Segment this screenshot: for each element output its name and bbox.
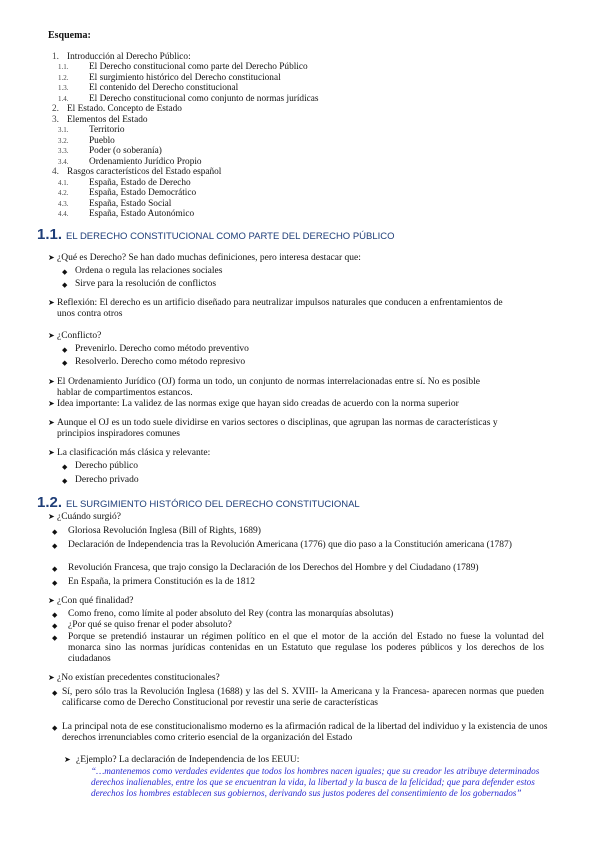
section-title: EL SURGIMIENTO HISTÓRICO DEL DERECHO CONSTITUCIONAL xyxy=(66,499,360,510)
arrow-bullet-icon: ➤ xyxy=(48,377,55,386)
toc-item: Introducción al Derecho Público: xyxy=(67,52,191,62)
toc-num: 1.1. xyxy=(58,63,69,71)
diamond-bullet-icon: ◆ xyxy=(52,634,58,642)
diamond-bullet-icon: ◆ xyxy=(62,346,68,354)
toc-num: 1. xyxy=(52,52,59,62)
diamond-bullet-icon: ◆ xyxy=(62,268,68,276)
section-heading-1-2 xyxy=(37,494,360,511)
toc-num: 3.3. xyxy=(58,147,69,155)
diamond-bullet-icon: ◆ xyxy=(62,281,68,289)
bullet-text: Derecho público xyxy=(75,461,139,471)
aunque-text: Aunque el OJ es un todo suele dividirse en varios sectores o disciplinas, que agrupan las normas de características y principios inspiradores comunes xyxy=(57,418,498,439)
arrow-bullet-icon: ➤ xyxy=(48,331,55,340)
arrow-bullet-icon: ➤ xyxy=(48,512,55,521)
arrow-bullet-icon: ➤ xyxy=(48,399,55,408)
diamond-bullet-icon: ◆ xyxy=(52,528,58,536)
toc-num: 3.2. xyxy=(58,136,69,145)
bullet-text: Resolverlo. Derecho como método represivo xyxy=(75,357,246,367)
classification-text: La clasificación más clásica y relevante: xyxy=(57,448,211,458)
diamond-bullet-icon: ◆ xyxy=(52,724,58,732)
bullet-text: Derecho privado xyxy=(75,475,139,485)
toc-num: 1.4. xyxy=(58,94,69,103)
section-title: EL DERECHO CONSTITUCIONAL COMO PARTE DEL DERECHO PÚBLICO xyxy=(66,231,395,242)
toc-num: 3.4. xyxy=(58,157,69,166)
toc-item: España, Estado Social xyxy=(89,198,172,209)
toc-item: El Derecho constitucional como parte del Derecho Público xyxy=(89,62,308,72)
toc-item: Pueblo xyxy=(89,135,115,146)
diamond-bullet-icon: ◆ xyxy=(62,477,68,485)
diamond-bullet-icon: ◆ xyxy=(52,622,58,630)
diamond-bullet-icon: ◆ xyxy=(52,611,58,619)
toc-item: España, Estado Democrático xyxy=(89,188,197,198)
toc-num: 3.1. xyxy=(58,126,69,134)
question-text: ¿Con qué finalidad? xyxy=(57,596,134,606)
toc-item: Elementos del Estado xyxy=(67,114,148,125)
bullet-text: Ordena o regula las relaciones sociales xyxy=(75,266,223,276)
question-text: ¿No existían precedentes constitucionales? xyxy=(57,673,220,683)
toc-item: Rasgos característicos del Estado español xyxy=(67,167,222,177)
bullet-text: Declaración de Independencia tras la Revolución Americana (1776) que dio paso a la Constitución americana (1787) xyxy=(68,540,512,550)
bullet-text: En España, la primera Constitución es la de 1812 xyxy=(68,577,256,587)
bullet-text: Gloriosa Revolución Inglesa (Bill of Rights, 1689) xyxy=(68,526,261,536)
bullet-text: Sí, pero sólo tras la Revolución Inglesa (1688) y las del S. XVIII- la Americana y la Francesa- aparecen normas que pueden calificarse como de Derecho Constitucional por revestir una serie de características xyxy=(62,687,544,708)
arrow-bullet-icon: ➤ xyxy=(48,253,55,262)
toc-item: Ordenamiento Jurídico Propio xyxy=(89,156,202,167)
diamond-bullet-icon: ◆ xyxy=(62,463,68,471)
oj-text: El Ordenamiento Jurídico (OJ) forma un todo, un conjunto de normas interrelacionadas entre sí. No es posible hablar de compartimentos estancos. xyxy=(57,377,480,398)
diamond-bullet-icon: ◆ xyxy=(52,542,58,550)
toc-num: 1.2. xyxy=(58,73,69,82)
toc-num: 4.1. xyxy=(58,178,69,187)
conflict-question: ¿Conflicto? xyxy=(57,331,102,341)
toc-item: Poder (o soberanía) xyxy=(89,146,162,156)
section-heading-1-1 xyxy=(37,226,395,243)
toc-num: 4. xyxy=(52,167,59,177)
bullet-text: La principal nota de ese constitucionalismo moderno es la afirmación radical de la libertad del individuo y la existencia de unos derechos irrenunciables como criterio esencial de la organización del Estado xyxy=(62,722,548,743)
question-text: ¿Qué es Derecho? Se han dado muchas definiciones, pero interesa destacar que: xyxy=(57,253,361,263)
toc-item: El Estado. Concepto de Estado xyxy=(67,104,182,114)
toc-item: El surgimiento histórico del Derecho constitucional xyxy=(89,72,281,83)
example-text: ¿Ejemplo? La declaración de Independencia de los EEUU: xyxy=(76,755,300,765)
bullet-text: Como freno, como límite al poder absoluto del Rey (contra las monarquías absolutas) xyxy=(68,609,394,619)
arrow-bullet-icon: ➤ xyxy=(48,596,55,605)
arrow-bullet-icon: ➤ xyxy=(64,755,71,764)
bullet-text: Revolución Francesa, que trajo consigo la Declaración de los Derechos del Hombre y del Ciudadano (1789) xyxy=(68,563,479,573)
question-text: ¿Cuándo surgió? xyxy=(57,512,121,522)
toc-num: 4.3. xyxy=(58,199,69,208)
toc-num: 4.4. xyxy=(58,210,69,218)
diamond-bullet-icon: ◆ xyxy=(52,689,58,697)
bullet-text: Porque se pretendió instaurar un régimen político en el que el motor de la acción del Estado no fuese la voluntad del monarca sino las normas jurídicas contenidas en un Estatuto que regulase los poderes públicos y los derechos de los ciudadanos xyxy=(68,632,544,664)
diamond-bullet-icon: ◆ xyxy=(52,579,58,587)
bullet-text: Sirve para la resolución de conflictos xyxy=(75,279,217,289)
toc-item: España, Estado Autonómico xyxy=(89,209,195,219)
reflexion-text: Reflexión: El derecho es un artificio diseñado para neutralizar impulsos naturales que conducen a enfrentamientos de unos contra otros xyxy=(57,298,503,319)
section-number: 1.2. xyxy=(37,494,63,511)
arrow-bullet-icon: ➤ xyxy=(48,673,55,682)
bullet-text: ¿Por qué se quiso frenar el poder absoluto? xyxy=(68,620,232,630)
toc-title: Esquema: xyxy=(48,30,91,41)
diamond-bullet-icon: ◆ xyxy=(62,359,68,367)
quote-text: “…mantenemos como verdades evidentes que todos los hombres nacen iguales; que su creador les atribuye determinados derechos inalienables, entre los que se encuentran la vida, la libertad y la busca de la felicidad; que para defender estos derechos los hombres establecen sus gobiernos, derivando sus justos poderes del consentimiento de los gobernados” xyxy=(91,766,540,798)
diamond-bullet-icon: ◆ xyxy=(52,565,58,573)
toc-num: 2. xyxy=(52,104,59,114)
arrow-bullet-icon: ➤ xyxy=(48,448,55,457)
toc-num: 1.3. xyxy=(58,84,69,92)
toc-num: 4.2. xyxy=(58,189,69,197)
toc-num: 3. xyxy=(52,114,59,125)
section-number: 1.1. xyxy=(37,226,63,243)
arrow-bullet-icon: ➤ xyxy=(48,418,55,427)
toc-item: Territorio xyxy=(89,125,125,135)
toc-item: España, Estado de Derecho xyxy=(89,177,191,188)
arrow-bullet-icon: ➤ xyxy=(48,298,55,307)
bullet-text: Prevenirlo. Derecho como método preventivo xyxy=(75,344,249,354)
toc-item: El contenido del Derecho constitucional xyxy=(89,83,239,93)
idea-text: Idea importante: La validez de las normas exige que hayan sido creadas de acuerdo con la norma superior xyxy=(57,399,459,409)
toc-item: El Derecho constitucional como conjunto de normas jurídicas xyxy=(89,93,319,104)
